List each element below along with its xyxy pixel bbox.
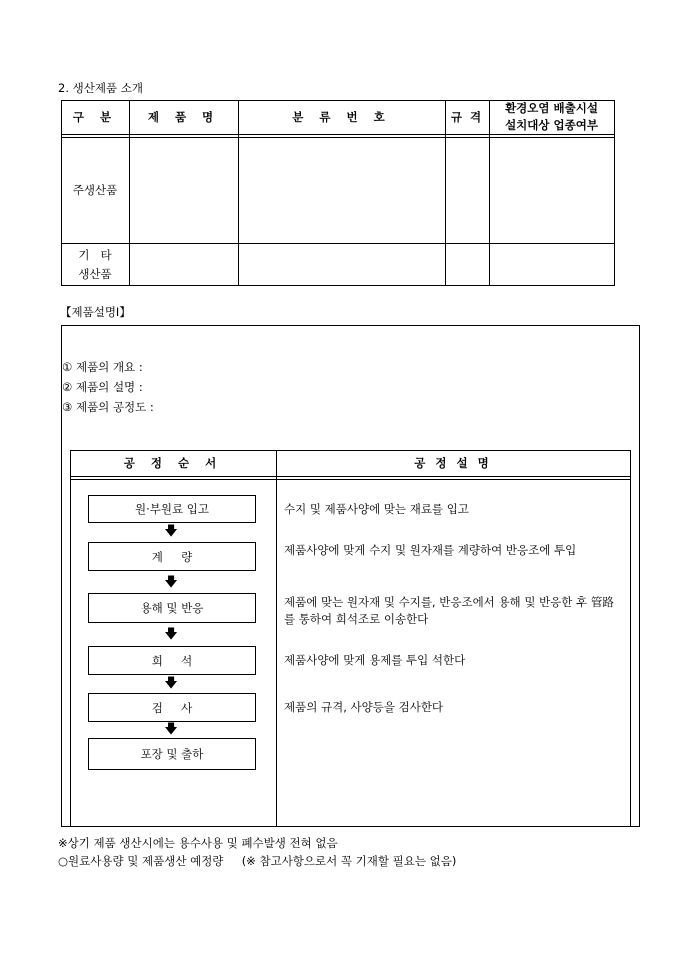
step-dilution: [88, 646, 256, 675]
arrow-down-icon: 🡇: [164, 524, 178, 539]
header-environment-line2: 설치대상 업종여부: [505, 118, 598, 132]
header-environment-line1: 환경오염 배출시설: [505, 101, 598, 115]
header-category: 구 분: [72, 109, 118, 124]
step-description: 제품의 규격, 사양등을 검사한다: [284, 700, 444, 714]
header-product-name: 제 품 명: [147, 109, 220, 124]
step-raw-material-intake: [88, 495, 256, 523]
header-process-order: 공 정 순 서: [123, 455, 223, 470]
arrow-down-icon: 🡇: [164, 575, 178, 590]
arrow-down-icon: 🡇: [164, 627, 178, 642]
step-label: 용해 및 반응: [140, 601, 204, 615]
overview-item: ① 제품의 개요 :: [62, 360, 143, 374]
step-inspection: [88, 693, 256, 722]
other-label-line2: 생산품: [78, 266, 112, 281]
step-description: 수지 및 제품사양에 맞는 재료를 입고: [284, 502, 469, 516]
header-environment: [489, 100, 614, 134]
arrow-down-icon: 🡇: [164, 722, 178, 737]
note-raw-material: ○원료사용량 및 제품생산 예정량 (※ 참고사항으로서 꼭 기재할 필요는 없음): [58, 854, 457, 868]
step-label: 원·부원료 입고: [135, 502, 209, 516]
description-label: 【제품설명Ⅰ】: [60, 305, 131, 319]
header-process-description: 공 정 설 명: [414, 455, 492, 470]
section-title: 2. 생산제품 소개: [58, 81, 143, 95]
arrow-down-icon: 🡇: [164, 676, 178, 691]
header-spec: 규 격: [450, 109, 484, 124]
step-label: 포장 및 출하: [140, 747, 204, 761]
note-water-usage: ※상기 제품 생산시에는 용수사용 및 폐수발생 전혀 없음: [58, 836, 338, 850]
step-description: 제품에 맞는 원자재 및 수지를, 반응조에서 용해 및 반응한 후 管路를 통하여 희석조로 이송한다: [284, 595, 614, 626]
row-other-product-label: [61, 244, 129, 285]
step-dissolve-react: [88, 593, 256, 623]
process-diagram-item: ③ 제품의 공정도 :: [62, 400, 154, 414]
other-label-line1: 기 타: [78, 247, 112, 262]
row-main-product-label: 주생산품: [72, 183, 118, 197]
step-label: 희 석: [151, 653, 193, 668]
step-description: 제품사양에 맞게 수지 및 원자재를 계량하여 반응조에 투입: [284, 543, 577, 557]
header-classification-number: 분 류 번 호: [292, 109, 391, 124]
step-label: 검 사: [151, 700, 193, 715]
step-label: 계 량: [151, 549, 193, 564]
step-weighing: [88, 542, 256, 571]
explanation-item: ② 제품의 설명 :: [62, 380, 143, 394]
step-description: 제품사양에 맞게 용제를 투입 석한다: [284, 653, 466, 667]
step-packaging-shipping: [88, 738, 256, 770]
